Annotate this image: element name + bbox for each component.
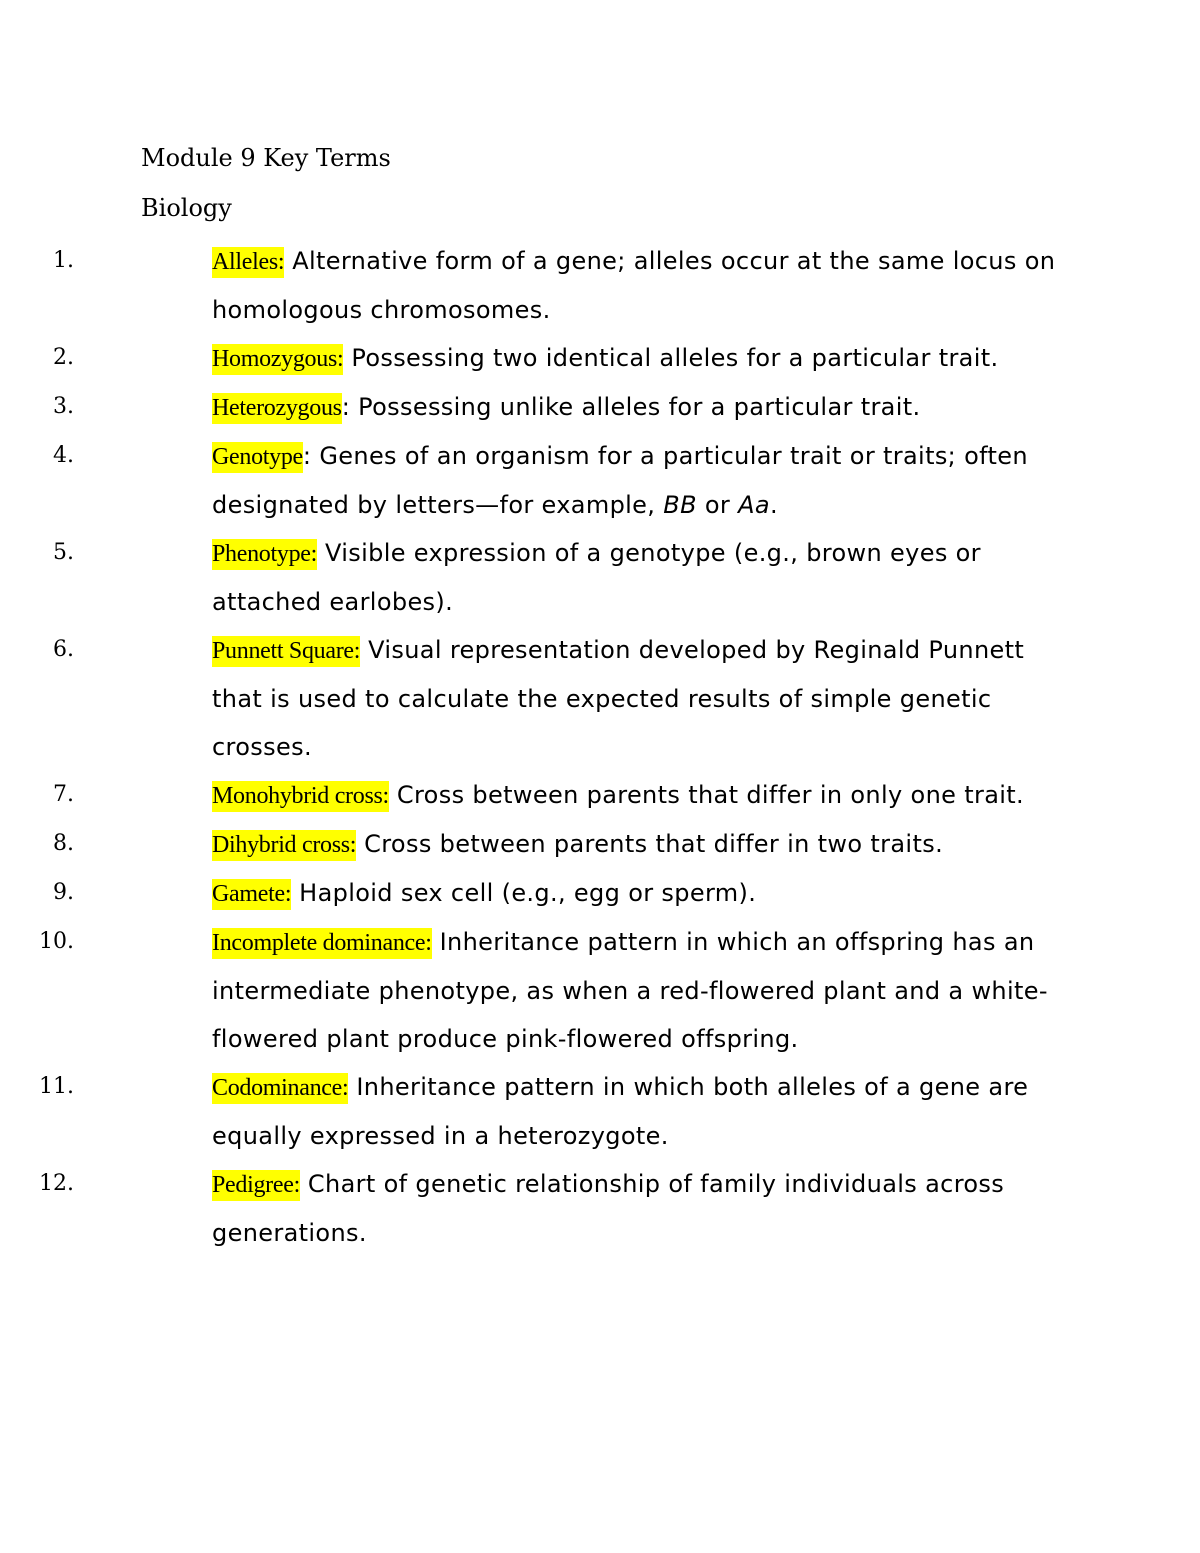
term-definition: Haploid sex cell (e.g., egg or sperm). [291,879,757,907]
term-separator: : [341,393,351,421]
term-number: 3. [53,394,74,419]
term-definition: Possessing unlike alleles for a particular trait. [350,393,921,421]
document-title: Module 9 Key Terms [141,144,391,172]
term-item-pedigree [0,1160,1062,1257]
term-name-highlighted: Codominance: [212,1073,348,1104]
genotype-example-aa: Aa [738,491,770,519]
term-number: 6. [53,637,74,662]
term-definition: Chart of genetic relationship of family individuals across generations. [212,1170,1005,1247]
term-definition: Alternative form of a gene; alleles occur at the same locus on homologous chromosomes. [212,247,1056,324]
term-name-highlighted: Phenotype: [212,539,317,570]
term-item-alleles [0,237,1062,334]
term-name-highlighted: Monohybrid cross: [212,781,389,812]
term-definition: Cross between parents that differ in only one trait. [388,781,1025,809]
term-name-highlighted: Alleles: [212,247,284,278]
term-item-genotype [0,432,1062,529]
term-name-highlighted: Pedigree: [212,1170,300,1201]
term-number: 4. [53,443,74,468]
term-number: 11. [39,1074,74,1099]
term-definition [212,442,1028,519]
term-item-heterozygous [0,383,1062,432]
term-definition-text: or [696,491,739,519]
term-item-monohybrid-cross [0,771,1062,820]
term-number: 12. [39,1171,74,1196]
term-number: 9. [53,880,74,905]
term-name-highlighted: Heterozygous [212,393,342,424]
term-number: 1. [53,248,74,273]
term-separator: : [302,442,312,470]
term-number: 10. [39,929,74,954]
term-number: 8. [53,831,74,856]
term-definition-text: Genes of an organism for a particular trait or traits; often designated by letters—for example, [212,442,1028,519]
term-name-highlighted: Homozygous: [212,344,343,375]
term-number: 7. [53,782,74,807]
term-item-codominance [0,1063,1062,1160]
term-number: 5. [53,540,74,565]
genotype-example-bb: BB [663,491,697,519]
term-item-punnett-square [0,626,1062,771]
term-definition-text: . [769,491,778,519]
term-definition: Possessing two identical alleles for a particular trait. [343,344,999,372]
term-item-dihybrid-cross [0,820,1062,869]
term-item-phenotype [0,529,1062,626]
term-item-gamete [0,869,1062,918]
term-definition: Inheritance pattern in which an offspring has an intermediate phenotype, as when a red-flowered plant and a white-flowered plant produce pink-flowered offspring. [212,928,1048,1053]
term-definition: Inheritance pattern in which both alleles of a gene are equally expressed in a heterozygote. [212,1073,1029,1150]
key-terms-list [0,237,1200,1257]
term-definition: Visual representation developed by Reginald Punnett that is used to calculate the expected results of simple genetic crosses. [212,636,1025,761]
term-name-highlighted: Gamete: [212,879,291,910]
term-name-highlighted: Dihybrid cross: [212,830,356,861]
term-item-homozygous [0,334,1062,383]
term-item-incomplete-dominance [0,918,1062,1063]
term-definition: Cross between parents that differ in two traits. [356,830,944,858]
term-name-highlighted: Punnett Square: [212,636,360,667]
term-definition: Visible expression of a genotype (e.g., brown eyes or attached earlobes). [212,539,981,616]
term-name-highlighted: Incomplete dominance: [212,928,432,959]
term-number: 2. [53,345,74,370]
document-subject: Biology [141,194,232,222]
term-name-highlighted: Genotype [212,442,303,473]
